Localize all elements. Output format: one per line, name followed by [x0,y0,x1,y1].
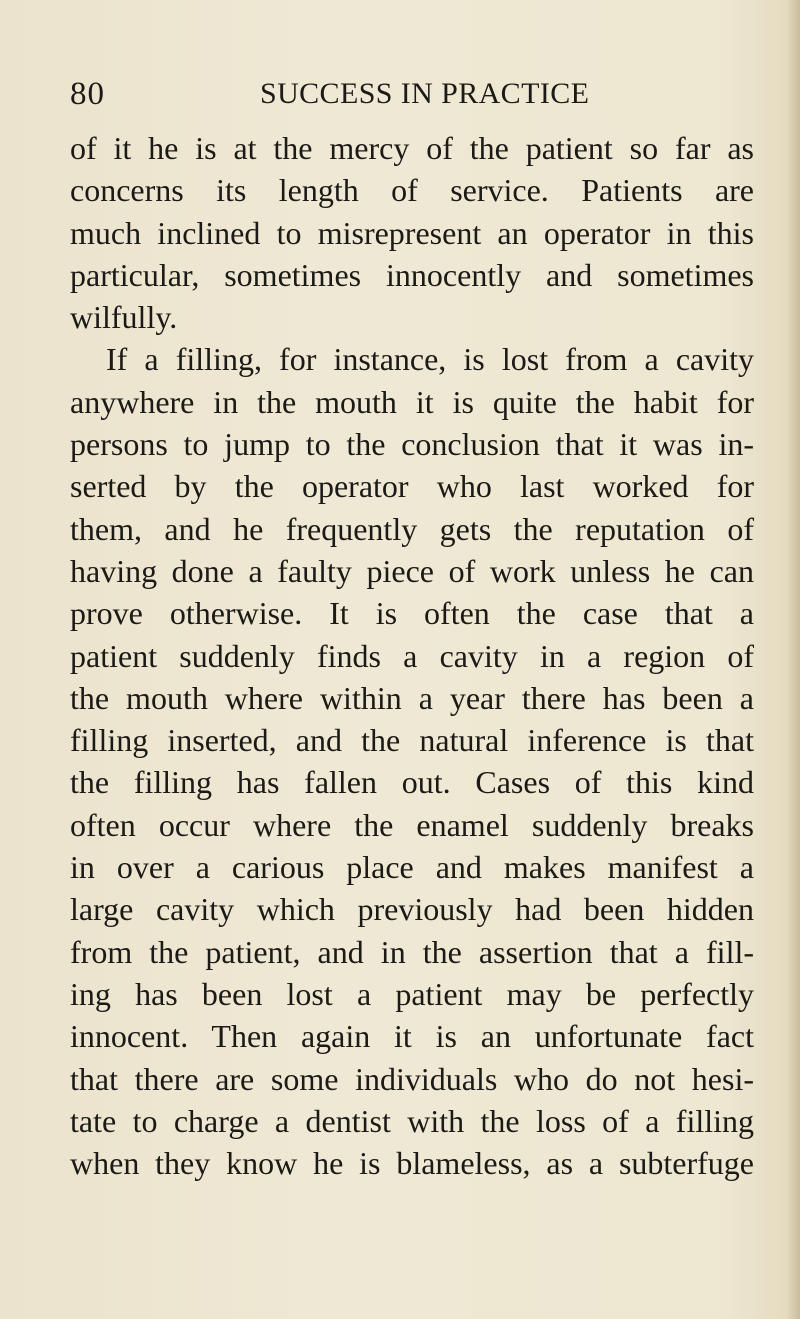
text-line: If a filling, for instance, is lost from a cavity [106,341,754,378]
text-line: having done a faulty piece of work unless he can [70,552,754,589]
text-line: of it he is at the mercy of the patient so far as [70,130,754,166]
text-line: concerns its length of service. Patients are [70,172,754,209]
text-line: much inclined to misrepresent an operator in this [70,214,754,251]
text-line: in over a carious place and makes manifest a [70,849,754,886]
text-line: them, and he frequently gets the reputation of [70,510,754,547]
text-line: large cavity which previously had been hidden [70,891,754,928]
text-line: particular, sometimes innocently and sometimes [70,256,754,293]
text-line: prove otherwise. It is often the case that a [70,595,754,632]
running-head [70,74,740,114]
body-text [70,127,754,1184]
running-title: SUCCESS IN PRACTICE [260,77,590,110]
text-line: that there are some individuals who do not hesi- [70,1060,754,1097]
text-line: anywhere in the mouth it is quite the habit for [70,383,754,420]
text-line: the filling has fallen out. Cases of this kind [70,764,754,801]
text-line: ing has been lost a patient may be perfectly [70,975,754,1012]
text-line: the mouth where within a year there has been a [70,679,754,716]
page-number: 80 [70,76,105,112]
text-line: innocent. Then again it is an unfortunate fact [70,1018,754,1055]
text-line: from the patient, and in the assertion that a fill- [70,933,754,970]
text-line: filling inserted, and the natural inference is that [70,722,754,759]
page-edge-shadow [786,0,800,1319]
text-line: serted by the operator who last worked for [70,468,754,505]
text-line: often occur where the enamel suddenly breaks [70,806,754,843]
text-line: when they know he is blameless, as a subterfuge [70,1145,754,1182]
text-line: wilfully. [70,299,178,336]
text-line: persons to jump to the conclusion that it was in- [70,426,754,463]
text-line: patient suddenly finds a cavity in a region of [70,637,754,674]
text-line: tate to charge a dentist with the loss of a filling [70,1102,754,1139]
